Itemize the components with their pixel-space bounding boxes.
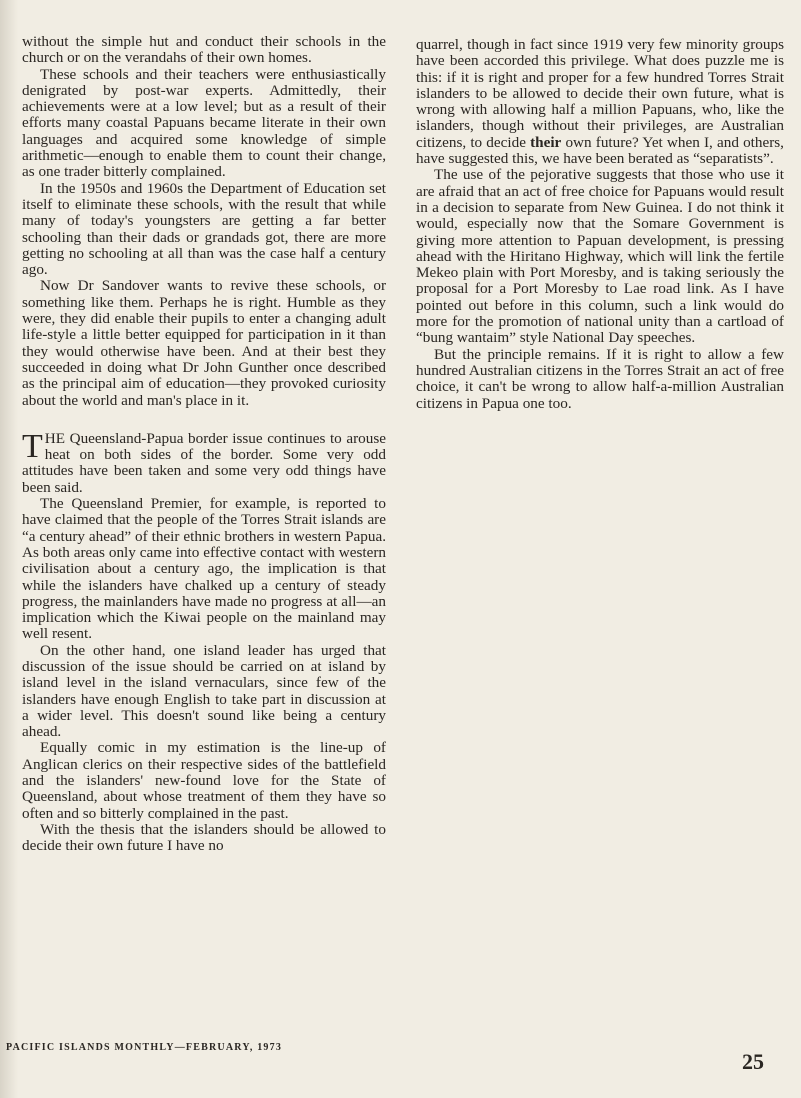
- paragraph: without the simple hut and conduct their schools in the church or on the verandahs of their own homes.: [22, 33, 386, 67]
- right-column: [416, 37, 784, 412]
- paragraph: The use of the pejorative suggests that those who use it are afraid that an act of free choice for Papuans would result in a decision to separate from New Guinea. I do not think it would, especially now that the Somare Government is giving more attention to Papuan development, is pressing ahead with the Hiritano Highway, which will link the fertile Mekeo plain with Port Moresby, and is taking seriously the proposal for a Port Moresby to Lae road link. As I have pointed out before in this column, such a link would do more for the promotion of national unity than a cartload of “bung wantaim” style National Day speeches.: [416, 166, 784, 347]
- publication-footer: PACIFIC ISLANDS MONTHLY—FEBRUARY, 1973: [6, 1042, 283, 1053]
- paragraph: But the principle remains. If it is right to allow a few hundred Australian citizens in the Torres Strait an act of free choice, it can't be wrong to allow half-a-million Australian citizens in Papua one too.: [416, 345, 784, 412]
- page-number: 25: [742, 1049, 764, 1074]
- drop-cap: T: [22, 427, 43, 465]
- paragraph: Now Dr Sandover wants to revive these schools, or something like them. Perhaps he is right. Humble as they were, they did enable their pupils to enter a changing adult life-style a little better equipped for participation in it than they would otherwise have been. And at their best they succeeded in doing what Dr John Gunther once described as the principal aim of education—they provoked curiosity about the world and man's place in it.: [22, 277, 386, 409]
- page-edge-shadow: [0, 0, 18, 1098]
- paragraph: These schools and their teachers were enthusiastically denigrated by post-war experts. Admittedly, their achievements were at a low level; but as a result of their efforts many coastal Papuans became literate in their own languages and acquired some knowledge of simple arithmetic—enough to enable them to count their change, as one trader bitterly complained.: [22, 65, 386, 181]
- emphasis-text: their: [530, 133, 562, 151]
- section-opening-text: HE Queensland-Papua border issue continues to arouse heat on both sides of the border. Some very odd attitudes have been taken and some very odd things have been said.: [22, 429, 386, 496]
- paragraph: In the 1950s and 1960s the Department of Education set itself to eliminate these schools, with the result that while many of today's youngsters are getting a far better schooling than their dads or grandads got, there are more getting no schooling at all than was the case half a century ago.: [22, 179, 386, 279]
- paragraph: On the other hand, one island leader has urged that discussion of the issue should be carried on at island by island level in the island vernaculars, since few of the islanders have enough English to take part in discussion at a wider level. This doesn't sound like being a century ahead.: [22, 641, 386, 741]
- text-run: own future? Yet when I, and others, have suggested this, we have been berated as “separatists”.: [416, 133, 784, 168]
- paragraph: [416, 37, 784, 167]
- text-run: quarrel, though in fact since 1919 very few minority groups have been accorded this privilege. What does puzzle me is this: if it is right and proper for a few hundred Torres Strait islanders to be allowed to decide their own future, what is wrong with allowing half a million Papuans, who, like the islanders, though without their privileges, are Australian citizens, to decide: [416, 36, 784, 151]
- paragraph: With the thesis that the islanders should be allowed to decide their own future I have no: [22, 820, 386, 855]
- paragraph: The Queensland Premier, for example, is reported to have claimed that the people of the Torres Strait islands are “a century ahead” of their ethnic brothers in western Papua. As both areas only came into effective contact with western civilisation about a century ago, the implication is that while the islanders have chalked up a century of steady progress, the mainlanders have made no progress at all—an implication which the Kiwai people on the mainland may well resent.: [22, 495, 386, 643]
- left-column: [22, 34, 386, 855]
- section-opening-paragraph: [22, 427, 386, 496]
- paragraph: Equally comic in my estimation is the line-up of Anglican clerics on their respective sides of the battlefield and the islanders' new-found love for the State of Queensland, about whose treatment of them they have so often and so bitterly complained in the past.: [22, 739, 386, 822]
